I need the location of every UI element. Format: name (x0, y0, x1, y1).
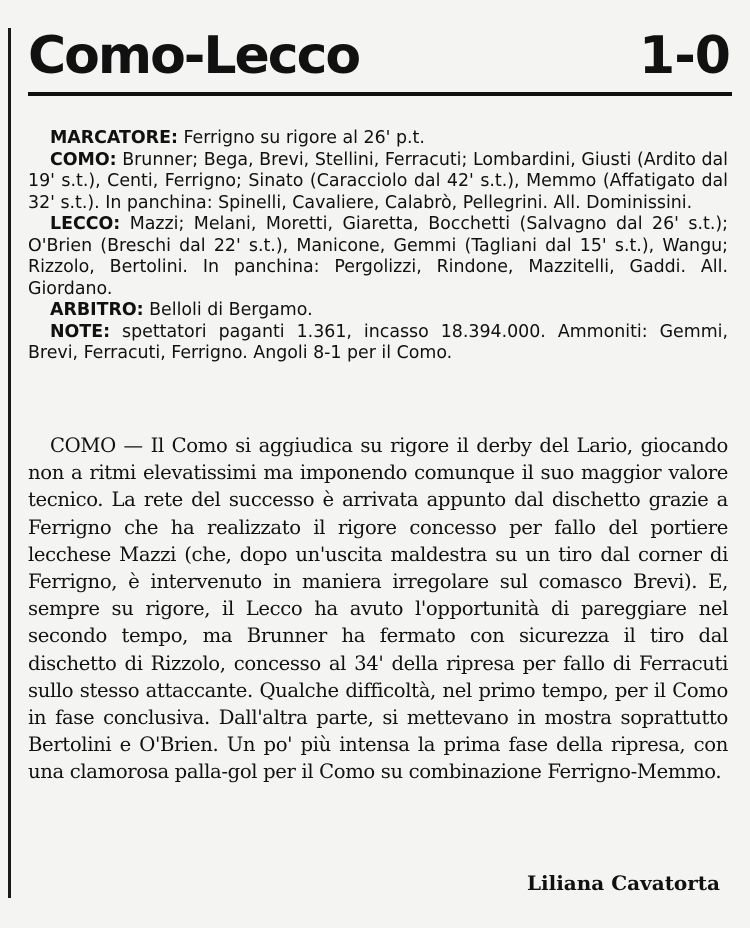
info-arbitro (28, 300, 728, 322)
column-rule-left (8, 28, 11, 898)
info-text: Belloli di Bergamo. (149, 300, 313, 320)
article-paragraph: COMO — Il Como si aggiudica su rigore il derby del Lario, giocando non a ritmi elevatissimi ma imponendo comunque il suo maggior valore tecnico. La rete del successo è arrivata appunto dal dischetto grazie a Ferrigno che ha realizzato il rigore concesso per fallo del portiere lecchese Mazzi (che, dopo un'uscita maldestra su un tiro dal corner di Ferrigno, è intervenuto in maniera irregolare sul comasco Brevi). E, sempre su rigore, il Lecco ha avuto l'opportunità di pareggiare nel secondo tempo, ma Brunner ha fermato con sicurezza il tiro dal dischetto di Rizzolo, concesso al 34' della ripresa per fallo di Ferracuti sullo stesso attaccante. Qualche difficoltà, nel primo tempo, per il Como in fase conclusiva. Dall'altra parte, si mettevano in mostra soprattutto Bertolini e O'Brien. Un po' più intensa la prima fase della ripresa, con una clamorosa palla-gol per il Como su combinazione Ferrigno-Memmo. (28, 434, 728, 784)
match-score: 1-0 (639, 26, 730, 86)
info-marcatore (28, 128, 728, 150)
match-title: Como-Lecco (28, 26, 360, 86)
info-text: Mazzi; Melani, Moretti, Giaretta, Bocchetti (Salvagno dal 26' s.t.); O'Brien (Breschi dal 22' s.t.), Manicone, Gemmi (Tagliani dal 15' s.t.), Wangu; Rizzolo, Bertolini. In panchina: Pergolizzi, Rindone, Mazzitelli, Gaddi. All. Giordano. (28, 214, 728, 299)
header-rule (28, 92, 732, 96)
match-info (28, 128, 728, 365)
info-text: Brunner; Bega, Brevi, Stellini, Ferracuti; Lombardini, Giusti (Ardito dal 19' s.t.), Centi, Ferrigno; Sinato (Caracciolo dal 42' s.t.), Memmo (Affatigato dal 32' s.t.). In panchina: Spinelli, Cavaliere, Calabrò, Pellegrini. All. Dominissini. (28, 149, 729, 213)
info-text: Ferrigno su rigore al 26' p.t. (183, 128, 425, 148)
info-lecco-lineup (28, 214, 728, 300)
info-como-lineup (28, 150, 728, 215)
info-note (28, 322, 728, 365)
info-label: LECCO: (50, 214, 121, 234)
article-body (28, 432, 728, 786)
article-header (28, 24, 732, 96)
info-text: spettatori paganti 1.361, incasso 18.394.000. Ammoniti: Gemmi, Brevi, Ferracuti, Ferrigno. Angoli 8-1 per il Como. (28, 321, 729, 363)
author-byline: Liliana Cavatorta (526, 871, 720, 895)
info-label: MARCATORE: (50, 128, 178, 148)
info-label: ARBITRO: (50, 300, 144, 320)
info-label: NOTE: (50, 321, 111, 342)
info-label: COMO: (50, 149, 117, 170)
